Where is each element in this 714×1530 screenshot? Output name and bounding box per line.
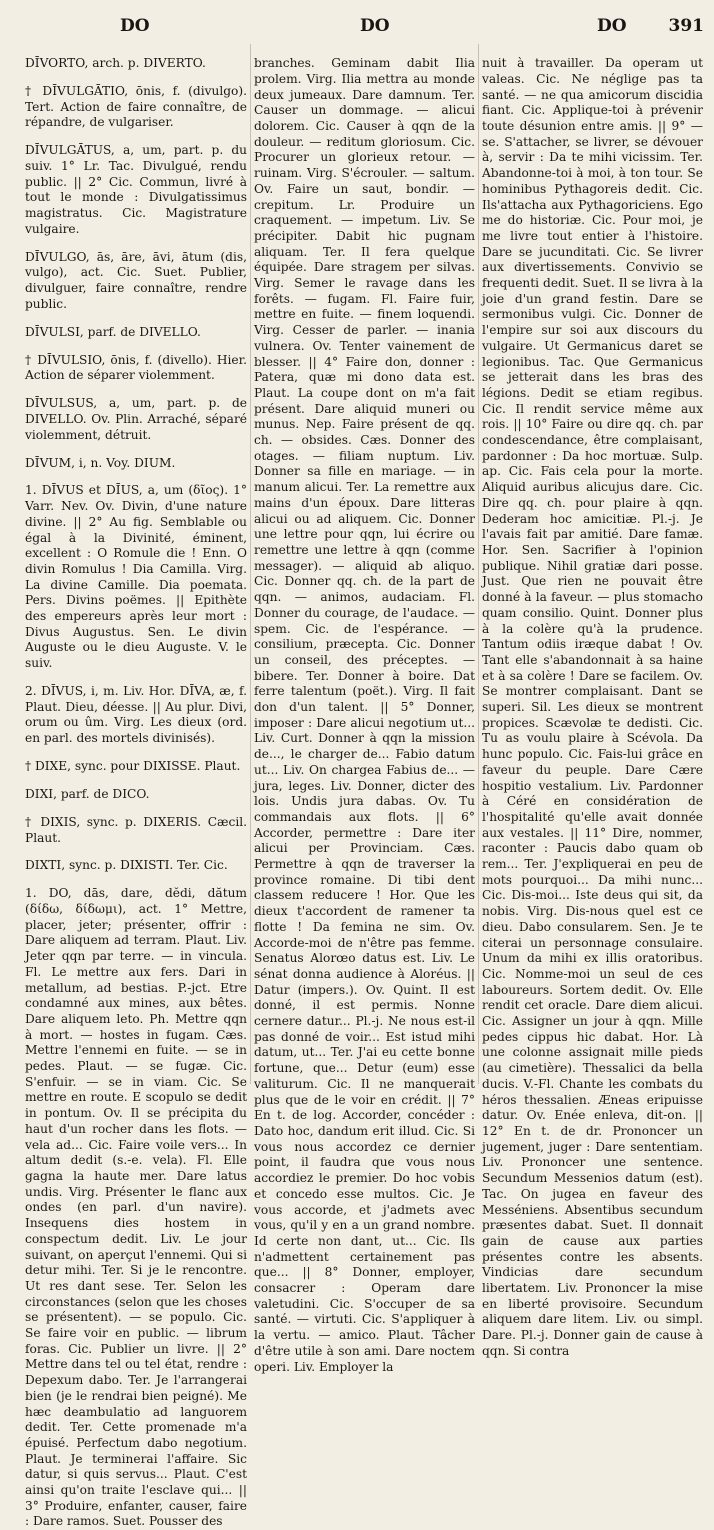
dictionary-entry: DĪVULGĀTUS, a, um, part. p. du suiv. 1° Lr. Tac. Divulgué, rendu public. || 2° Cic. Commun, livré à tout le monde : Divulgatissimus magistratus. Cic. Magistrature vulgaire. xyxy=(25,143,247,236)
running-head-middle: DO xyxy=(360,16,390,36)
running-head-left: DO xyxy=(120,16,150,36)
dictionary-entry: 1. DO, dās, dare, dĕdi, dătum (δίδω, δίδωμι), act. 1° Mettre, placer, jeter; présenter, offrir : Dare aliquem ad terram. Plaut. Liv. Jeter qqn par terre. — in vincula. Fl. Le mettre aux fers. Dari in metallum, ad bestias. P.-jct. Etre condamné aux mines, aux bêtes. Dare aliquem leto. Ph. Mettre qqn à mort. — hostes in fugam. Cæs. Mettre l'ennemi en fuite. — se in pedes. Plaut. — se fugæ. Cic. S'enfuir. — se in viam. Cic. Se mettre en route. E scopulo se dedit in pontum. Ov. Il se précipita du haut d'un rocher dans les flots. — vela ad... Cic. Faire voile vers... In altum dedit (s.-e. vela). Fl. Elle gagna la haute mer. Dare latus undis. Virg. Présenter le flanc aux ondes (en parl. d'un navire). Insequens dies hostem in conspectum dedit. Liv. Le jour suivant, on aperçut l'ennemi. Qui si detur mihi. Ter. Si je le rencontre. Ut res dant sese. Ter. Selon les circonstances (selon que les choses se présentent). — se populo. Cic. Se faire voir en public. — librum foras. Cic. Publier un livre. || 2° Mettre dans tel ou tel état, rendre : Depexum dabo. Ter. Je l'arrangerai bien (je le rendrai bien peigné). Me hæc deambulatio ad languorem dedit. Ter. Cette promenade m'a épuisé. Perfectum dabo negotium. Plaut. Je terminerai l'affaire. Sic datur, si quis servus... Plaut. C'est ainsi qu'on traite l'esclave qui... || 3° Produire, enfanter, causer, faire : Dare ramos. Suet. Pousser des xyxy=(25,886,247,1529)
dictionary-entry: 2. DĪVUS, i, m. Liv. Hor. DĪVA, æ, f. Plaut. Dieu, déesse. || Au plur. Divi, orum ou ûm. Virg. Les dieux (ord. en parl. des mortels divinisés). xyxy=(25,684,247,746)
dictionary-entry: † DĪVULGĀTIO, ōnis, f. (divulgo). Tert. Action de faire connaître, de répandre, de vulgariser. xyxy=(25,84,247,130)
column-right xyxy=(478,44,706,1358)
dictionary-entry: branches. Geminam dabit Ilia prolem. Virg. Ilia mettra au monde deux jumeaux. Dare damnum. Ter. Causer un dommage. — alicui dolorem. Cic. Causer à qqn de la douleur. — reditum gloriosum. Cic. Procurer un glorieux retour. — ruinam. Virg. S'écrouler. — saltum. Ov. Faire un saut, bondir. — crepitum. Lr. Produire un craquement. — impetum. Liv. Se précipiter. Dabit hic pugnam aliquam. Ter. Il fera quelque équipée. Dare stragem per silvas. Virg. Semer le ravage dans les forêts. — fugam. Fl. Faire fuir, mettre en fuite. — finem loquendi. Virg. Cesser de parler. — inania vulnera. Ov. Tenter vainement de blesser. || 4° Faire don, donner : Patera, quæ mi dono data est. Plaut. La coupe dont on m'a fait présent. Dare aliquid muneri ou munus. Nep. Faire présent de qq. ch. — obsides. Cæs. Donner des otages. — filiam nuptum. Liv. Donner sa fille en mariage. — in manum alicui. Ter. La remettre aux mains d'un époux. Dare litteras alicui ou ad aliquem. Cic. Donner une lettre pour qqn, lui écrire ou remettre une lettre à qqn (comme messager). — aliquid ab aliquo. Cic. Donner qq. ch. de la part de qqn. — animos, audaciam. Fl. Donner du courage, de l'audace. — spem. Cic. de l'espérance. — consilium, præcepta. Cic. Donner un conseil, des préceptes. — bibere. Ter. Donner à boire. Dat ferre talentum (poët.). Virg. Il fait don d'un talent. || 5° Donner, imposer : Dare alicui negotium ut... Liv. Curt. Donner à qqn la mission de..., le charger de... Fabio datum ut... Liv. On chargea Fabius de... — jura, leges. Liv. Donner, dicter des lois. Undis jura dabas. Ov. Tu commandais aux flots. || 6° Accorder, permettre : Dare iter alicui per Provinciam. Cæs. Permettre à qqn de traverser la province romaine. Di tibi dent classem reducere ! Hor. Que les dieux t'accordent de ramener ta flotte ! Da femina ne sim. Ov. Accorde-moi de n'être pas femme. Senatus Alorœo datus est. Liv. Le sénat donna audience à Aloréus. || Datur (impers.). Ov. Quint. Il est donné, il est permis. Nonne cernere datur... Pl.-j. Ne nous est-il pas donné de voir... Est istud mihi datum, ut... Ter. J'ai eu cette bonne fortune, que... Detur (eum) esse valiturum. Cic. Il ne manquerait plus que de le voir en crédit. || 7° En t. de log. Accorder, concéder : Dato hoc, dandum erit illud. Cic. Si vous nous accordez ce dernier point, il faudra que vous nous accordiez le premier. Do hoc vobis et concedo esse multos. Cic. Je vous accorde, et j'admets avec vous, qu'il y en a un grand nombre. Id certe non dant, ut... Cic. Ils n'admettent certainement pas que... || 8° Donner, employer, consacrer : Operam dare valetudini. Cic. S'occuper de sa santé. — virtuti. Cic. S'appliquer à la vertu. — amico. Plaut. Tâcher d'être utile à son ami. Dare noctem operi. Liv. Employer la xyxy=(254,56,475,1374)
dictionary-entry: DĪVORTO, arch. p. DIVERTO. xyxy=(25,56,206,71)
dictionary-entry: DĪVULGO, ās, āre, āvi, ātum (dis, vulgo), act. Cic. Suet. Publier, divulguer, faire connaître, rendre public. xyxy=(25,249,247,311)
running-head-right: DO xyxy=(597,16,627,36)
dictionary-entry: 1. DĪVUS et DĪUS, a, um (δῖος). 1° Varr. Nev. Ov. Divin, d'une nature divine. || 2° Au fig. Semblable ou égal à la Divinité, éminent, excellent : O Romule die ! Enn. O divin Romulus ! Dia Camilla. Virg. La divine Camille. Dia poemata. Pers. Divins poëmes. || Epithète des empereurs après leur mort : Divus Augustus. Sen. Le divin Auguste ou le dieu Auguste. V. le suiv. xyxy=(25,483,247,671)
dictionary-entry: † DIXIS, sync. p. DIXERIS. Cæcil. Plaut. xyxy=(25,814,247,845)
dictionary-entry: † DĪVULSIO, ōnis, f. (divello). Hier. Action de séparer violemment. xyxy=(25,352,247,383)
dictionary-entry: DIXI, parf. de DICO. xyxy=(25,786,150,801)
text-columns xyxy=(22,44,706,1529)
column-left xyxy=(22,44,250,1529)
page-number: 391 xyxy=(668,16,704,36)
running-head xyxy=(22,12,706,34)
dictionary-entry: DĪVULSI, parf. de DIVELLO. xyxy=(25,324,201,339)
dictionary-entry: nuit à travailler. Da operam ut valeas. Cic. Ne néglige pas ta santé. — ne qua amicorum discidia fiant. Cic. Applique-toi à prévenir toute désunion entre amis. || 9° — se. S'attacher, se livrer, se dévouer à, servir : Da te mihi vicissim. Ter. Abandonne-toi à moi, à ton tour. Se hominibus Pythagoreis dedit. Cic. Ils'attacha aux Pythagoriciens. Ego me do historiæ. Cic. Pour moi, je me livre tout entier à l'histoire. Dare se jucunditati. Cic. Se livrer aux divertissements. Convivio se frequenti dedit. Suet. Il se livra à la joie d'un grand festin. Dare se sermonibus vulgi. Cic. Donner de l'empire sur soi aux discours du vulgaire. Ut Germanicus daret se legionibus. Tac. Que Germanicus se jetterait dans les bras des légions. Dedit se etiam regibus. Cic. Il rendit service même aux rois. || 10° Faire ou dire qq. ch. par condescendance, être complaisant, pardonner : Da hoc mortuæ. Sulp. ap. Cic. Fais cela pour la morte. Aliquid auribus alicujus dare. Cic. Dire qq. ch. pour plaire à qqn. Dederam hoc amicitiæ. Pl.-j. Je l'avais fait par amitié. Dare famæ. Hor. Sen. Sacrifier à l'opinion publique. Nihil gratiæ dari posse. Just. Que rien ne pouvait être donné à la faveur. — plus stomacho quam consilio. Quint. Donner plus à la colère qu'à la prudence. Tantum odiis iræque dabat ! Ov. Tant elle s'abandonnait à sa haine et à sa colère ! Dare se facilem. Ov. Se montrer complaisant. Dant se superi. Sil. Les dieux se montrent propices. Scævolæ te dedisti. Cic. Tu as voulu plaire à Scévola. Da hunc populo. Cic. Fais-lui grâce en faveur du peuple. Dare Cære hospitio vestalium. Liv. Pardonner à Céré en considération de l'hospitalité qu'elle avait donnée aux vestales. || 11° Dire, nommer, raconter : Paucis dabo quam ob rem... Ter. J'expliquerai en peu de mots pourquoi... Da mihi nunc... Cic. Dis-moi... Iste deus qui sit, da nobis. Virg. Dis-nous quel est ce dieu. Dabo consularem. Sen. Je te citerai un personnage consulaire. Unum da mihi ex illis oratoribus. Cic. Nomme-moi un seul de ces laboureurs. Sortem dedit. Ov. Elle rendit cet oracle. Dare diem alicui. Cic. Assigner un jour à qqn. Mille pedes cippus hic dabat. Hor. Là une colonne assignait mille pieds (au cimetière). Thessalici da bella ducis. V.-Fl. Chante les combats du héros thessalien. Æneas eripuisse datur. Ov. Enée enleva, dit-on. || 12° En t. de dr. Prononcer un jugement, juger : Dare sententiam. Liv. Prononcer une sentence. Secundum Messenios datum (est). Tac. On jugea en faveur des Messéniens. Absentibus secundum præsentes dabat. Suet. Il donnait gain de cause aux parties présentes contre les absents. Vindicias dare secundum libertatem. Liv. Prononcer la mise en liberté provisoire. Secundum aliquem dare litem. Liv. ou simpl. Dare. Pl.-j. Donner gain de cause à qqn. Si contra xyxy=(482,56,703,1358)
dictionary-entry: † DIXE, sync. pour DIXISSE. Plaut. xyxy=(25,759,241,774)
dictionary-entry: DĪVULSUS, a, um, part. p. de DIVELLO. Ov. Plin. Arraché, séparé violemment, détruit. xyxy=(25,396,247,442)
dictionary-entry: DIXTI, sync. p. DIXISTI. Ter. Cic. xyxy=(25,858,228,873)
column-middle xyxy=(250,44,478,1374)
dictionary-entry: DĪVUM, i, n. Voy. DIUM. xyxy=(25,455,176,470)
